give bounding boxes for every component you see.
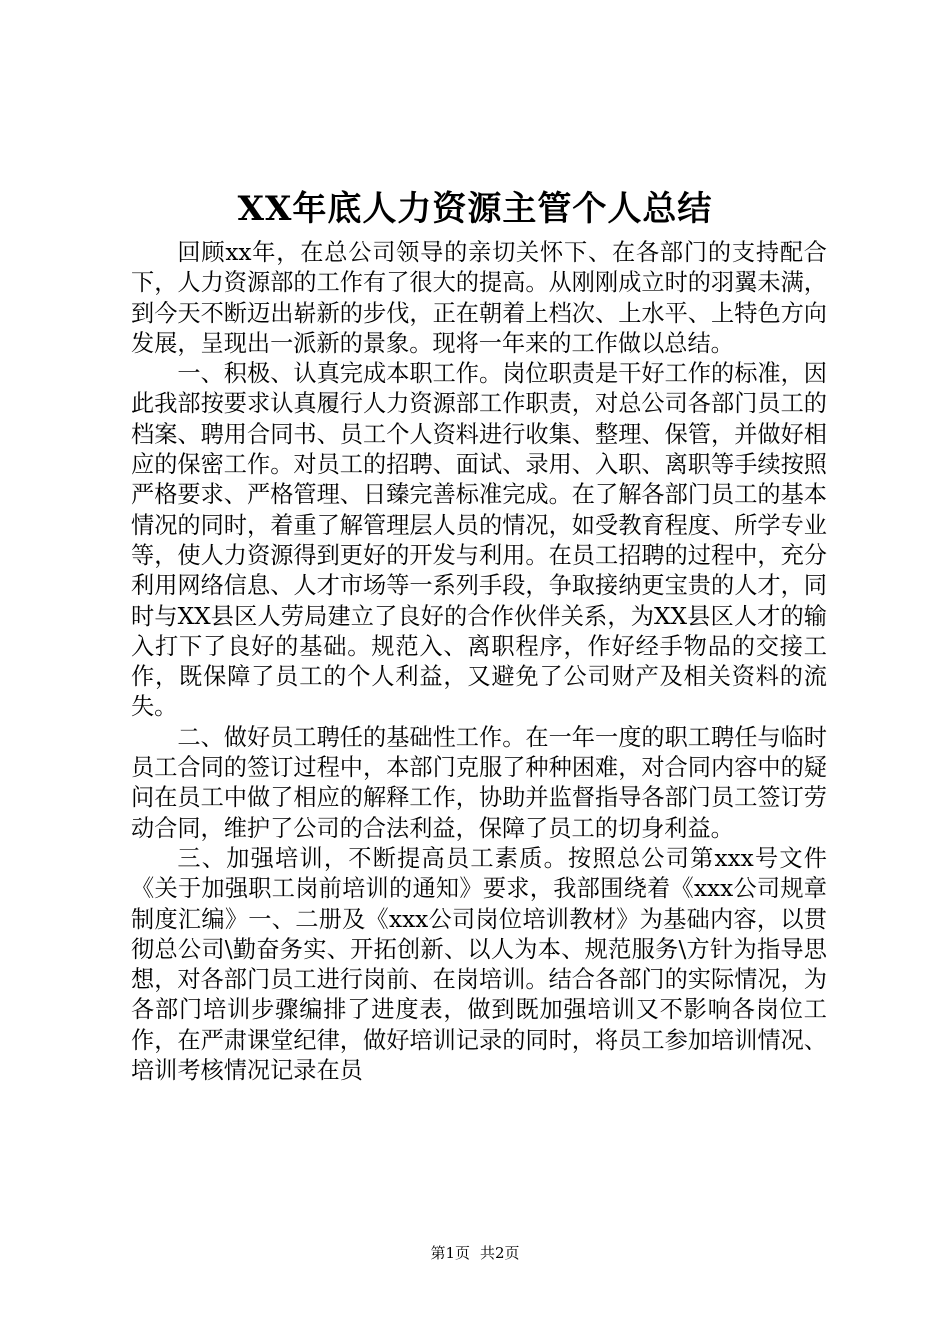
page-footer — [0, 1243, 950, 1263]
document-title: XX年底人力资源主管个人总结 — [237, 189, 713, 229]
document-body — [131, 238, 827, 1086]
paragraph-intro: 回顾xx年，在总公司领导的亲切关怀下、在各部门的支持配合下，人力资源部的工作有了很大的提高。从刚刚成立时的羽翼未满，到今天不断迈出崭新的步伐，正在朝着上档次、上水平、上特色方向发展，呈现出一派新的景象。现将一年来的工作做以总结。 — [131, 239, 827, 357]
page-total: 共2页 — [480, 1244, 520, 1262]
paragraph-section-3: 三、加强培训，不断提高员工素质。按照总公司第xxx号文件《关于加强职工岗前培训的通知》要求，我部围绕着《xxx公司规章制度汇编》一、二册及《xxx公司岗位培训教材》为基础内容，以贯彻总公司\勤奋务实、开拓创新、以人为本、规范服务\方针为指导思想，对各部门员工进行岗前、在岗培训。结合各部门的实际情况，为各部门培训步骤编排了进度表，做到既加强培训又不影响各岗位工作，在严肃课堂纪律，做好培训记录的同时，将员工参加培训情况、培训考核情况记录在员 — [131, 844, 827, 1085]
paragraph-section-1: 一、积极、认真完成本职工作。岗位职责是干好工作的标准，因此我部按要求认真履行人力资源部工作职责，对总公司各部门员工的档案、聘用合同书、员工个人资料进行收集、整理、保管，并做好相应的保密工作。对员工的招聘、面试、录用、入职、离职等手续按照严格要求、严格管理、日臻完善标准完成。在了解各部门员工的基本情况的同时，着重了解管理层人员的情况，如受教育程度、所学专业等，使人力资源得到更好的开发与利用。在员工招聘的过程中，充分利用网络信息、人才市场等一系列手段，争取接纳更宝贵的人才，同时与XX县区人劳局建立了良好的合作伙伴关系，为XX县区人才的输入打下了良好的基础。规范入、离职程序，作好经手物品的交接工作，既保障了员工的个人利益，又避免了公司财产及相关资料的流失。 — [131, 360, 827, 721]
paragraph-section-2: 二、做好员工聘任的基础性工作。在一年一度的职工聘任与临时员工合同的签订过程中，本部门克服了种种困难，对合同内容中的疑问在员工中做了相应的解释工作，协助并监督指导各部门员工签订劳动合同，维护了公司的合法利益，保障了员工的切身利益。 — [131, 723, 827, 842]
page-number: 第1页 — [430, 1244, 470, 1262]
